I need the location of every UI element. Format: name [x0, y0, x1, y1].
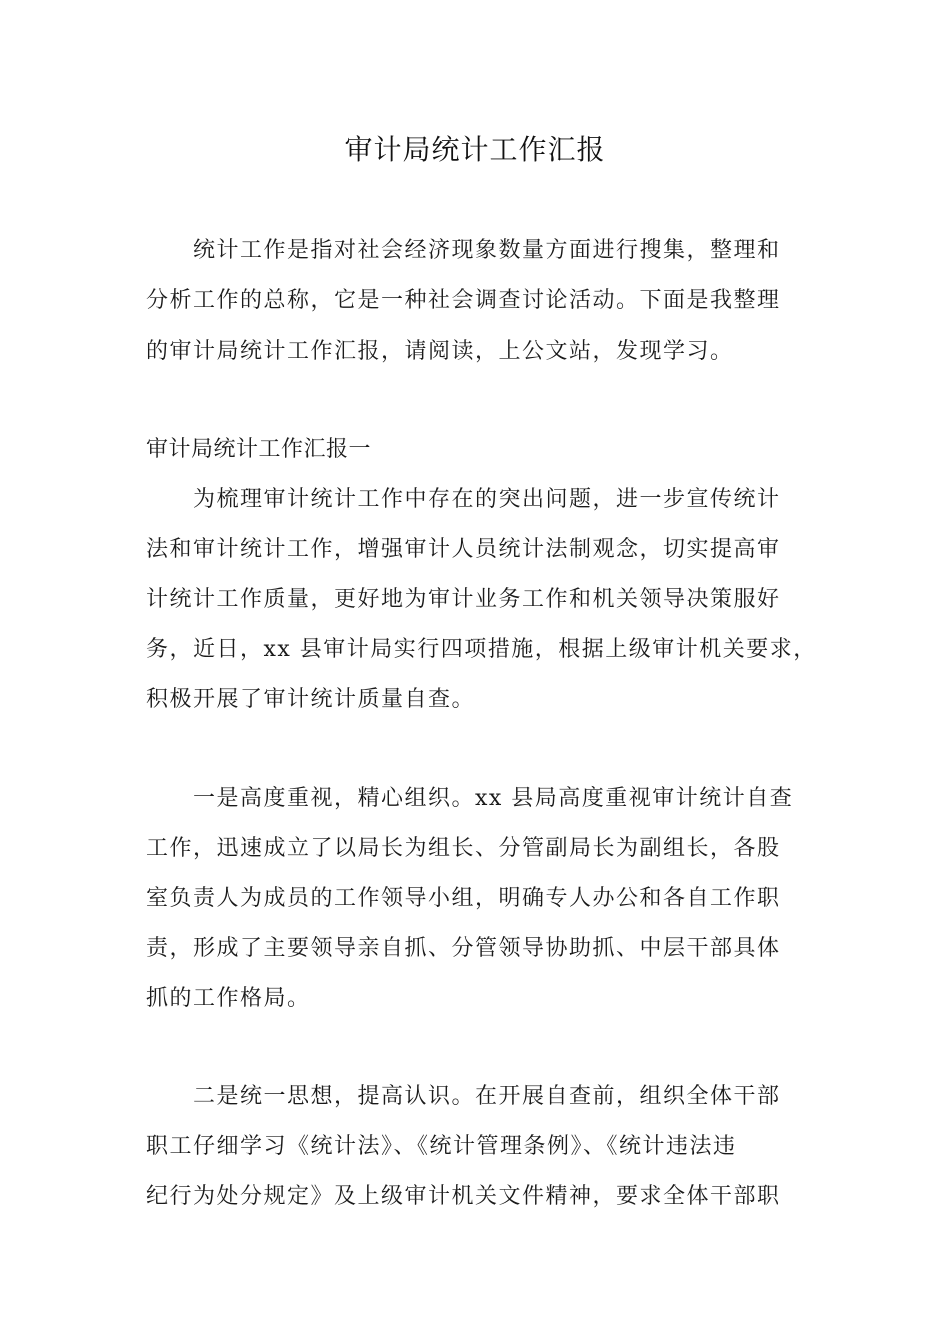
paragraph-line: 工作，迅速成立了以局长为组长、分管副局长为副组长，各股 [146, 836, 781, 861]
paragraph-line: 纪行为处分规定》及上级审计机关文件精神，要求全体干部职 [146, 1184, 781, 1209]
intro-line: 分析工作的总称，它是一种社会调查讨论活动。下面是我整理 [146, 288, 781, 313]
paragraph-line: 职工仔细学习《统计法》、《统计管理条例》、《统计违法违 [146, 1134, 737, 1159]
paragraph-line: 计统计工作质量，更好地为审计业务工作和机关领导决策服好 [146, 587, 781, 612]
intro-line: 统计工作是指对社会经济现象数量方面进行搜集，整理和 [193, 238, 781, 263]
paragraph-line: 法和审计统计工作，增强审计人员统计法制观念，切实提高审 [146, 537, 781, 562]
paragraph-line: 积极开展了审计统计质量自查。 [146, 687, 476, 712]
paragraph-line: 为梳理审计统计工作中存在的突出问题，进一步宣传统计 [193, 487, 781, 512]
paragraph-line: 二是统一思想，提高认识。在开展自查前，组织全体干部 [193, 1084, 781, 1109]
document-title: 审计局统计工作汇报 [344, 133, 606, 166]
paragraph-line: 责，形成了主要领导亲自抓、分管领导协助抓、中层干部具体 [146, 936, 781, 961]
paragraph-line: 室负责人为成员的工作领导小组，明确专人办公和各自工作职 [146, 886, 781, 911]
section-heading: 审计局统计工作汇报一 [146, 437, 372, 462]
paragraph-line: 一是高度重视，精心组织。xx 县局高度重视审计统计自查 [193, 786, 794, 811]
intro-line: 的审计局统计工作汇报，请阅读，上公文站，发现学习。 [146, 339, 734, 364]
paragraph-line: 务，近日，xx 县审计局实行四项措施，根据上级审计机关要求， [146, 637, 817, 662]
paragraph-line: 抓的工作格局。 [146, 986, 311, 1011]
